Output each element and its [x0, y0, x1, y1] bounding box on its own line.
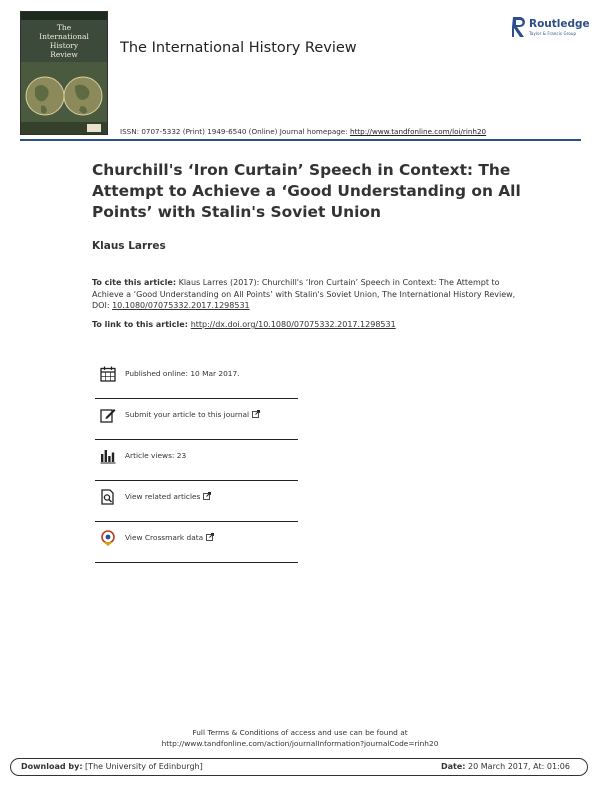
cover-title: The International History Review: [39, 23, 89, 59]
issn-line: [120, 127, 486, 136]
calendar-icon: [100, 366, 116, 382]
related-articles-icon: [100, 489, 116, 505]
link-label: To link to this article:: [92, 320, 191, 329]
terms-block: [0, 727, 600, 749]
bar-chart-icon: [100, 448, 116, 464]
external-link-icon: [203, 492, 211, 500]
publisher-tagline: Taylor & Francis Group: [529, 31, 577, 36]
related-articles-link[interactable]: View related articles: [125, 492, 211, 501]
journal-homepage-link[interactable]: http://www.tandfonline.com/loi/rinh20: [349, 127, 487, 136]
publisher-name: Routledge: [529, 18, 590, 30]
world-map-illustration: [21, 62, 107, 134]
crossmark-icon: [100, 530, 116, 546]
crossmark-link[interactable]: View Crossmark data: [125, 533, 214, 542]
crossmark-row[interactable]: [95, 522, 298, 563]
submit-article-link[interactable]: Submit your article to this journal: [125, 410, 260, 419]
download-date: Date: 20 March 2017, At: 01:06: [441, 762, 570, 771]
row-divider: [95, 562, 298, 563]
cite-label: To cite this article:: [92, 278, 177, 287]
edit-icon: [100, 407, 116, 423]
journal-cover: [20, 11, 108, 135]
citation-block: [92, 277, 522, 312]
article-link-line: [92, 320, 396, 329]
related-row[interactable]: [95, 481, 298, 522]
published-row: [95, 358, 298, 399]
article-title: Churchill's ‘Iron Curtain’ Speech in Context: The Attempt to Achieve a ‘Good Understanding on All Points’ with Stalin's Soviet Union: [92, 161, 521, 221]
views-row: [95, 440, 298, 481]
cite-doi-link[interactable]: 10.1080/07075332.2017.1298531: [112, 301, 250, 310]
routledge-r-icon: [512, 16, 526, 38]
cover-band: [21, 12, 107, 20]
article-doi-link[interactable]: http://dx.doi.org/10.1080/07075332.2017.1298531: [190, 320, 396, 329]
header-divider: [20, 139, 581, 141]
journal-title: The International History Review: [120, 40, 357, 56]
submit-row[interactable]: [95, 399, 298, 440]
cite-text: Klaus Larres (2017): Churchill's ‘Iron Curtain’ Speech in Context: The Attempt to Achieve a ‘Good Understanding on All Points’ with Stalin's Soviet Union, The International History Review, DOI:: [92, 278, 516, 310]
downloaded-by: Download by: [The University of Edinburgh]: [21, 762, 203, 771]
published-date: Published online: 10 Mar 2017.: [125, 369, 240, 378]
external-link-icon: [252, 410, 260, 418]
publisher-logo[interactable]: [512, 16, 592, 44]
external-link-icon: [206, 533, 214, 541]
download-info-box: [10, 758, 588, 776]
author-name: Klaus Larres: [92, 240, 166, 252]
article-views: Article views: 23: [125, 451, 187, 460]
issn-text: ISSN: 0707-5332 (Print) 1949-6540 (Online) Journal homepage:: [120, 127, 350, 136]
terms-line: Full Terms & Conditions of access and use can be found at: [192, 728, 408, 737]
terms-url[interactable]: http://www.tandfonline.com/action/journalInformation?journalCode=rinh20: [161, 739, 439, 748]
